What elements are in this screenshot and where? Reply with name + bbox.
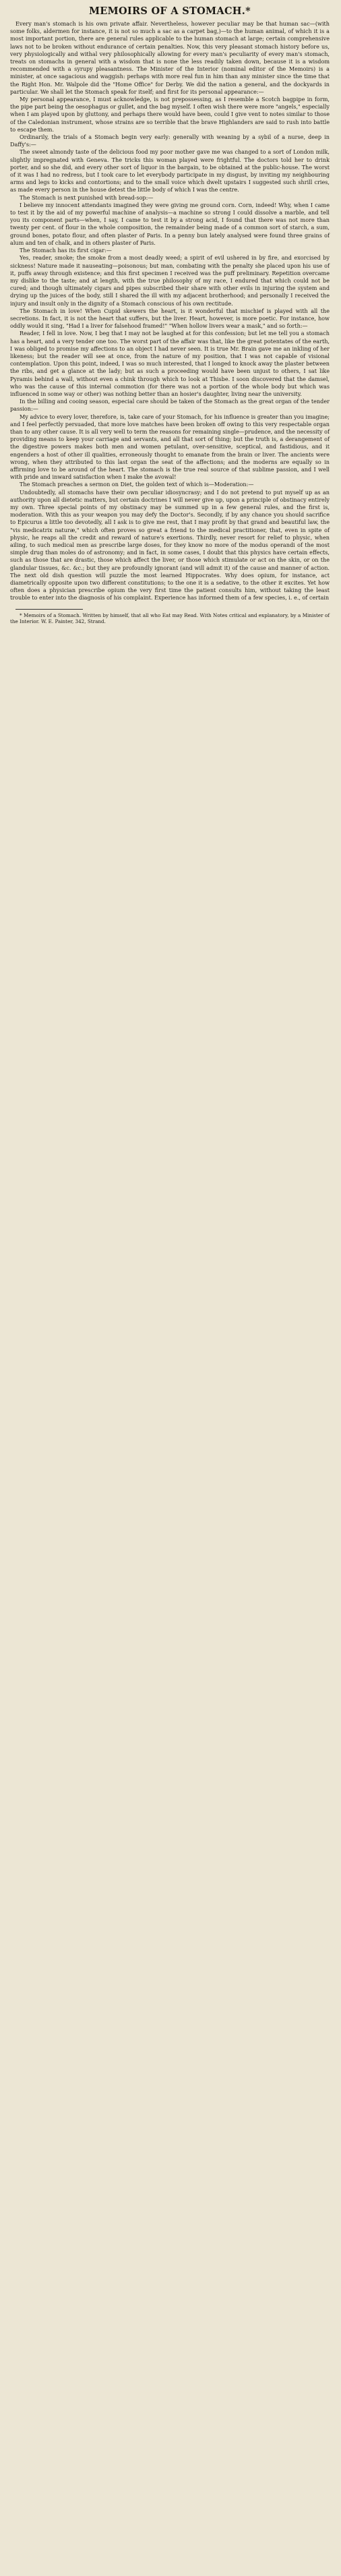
article-body — [10, 20, 330, 602]
article-paragraph: The Stomach is next punished with bread-sop:— — [20, 194, 154, 201]
footnote-rule — [16, 609, 83, 610]
article-paragraph: Reader, I fell in love. Now, I beg that I may not be laughed at for this confession; but let me tell you a stomach has a heart, and a very tender one too. The worst part of the affair was that, like the great potentates of the earth, I was obliged to promise my affections to an object I had never seen. It is true Mr. Brain gave me an inkling of her likeness; but the reader will see at once, from the nature of my position, that I was not capable of visional contemplation. Upon this point, indeed, I was so much interested, that I longed to knock away the plaster between the ribs, and get a glance at the lady; but as such a proceeding would have been unjust to others, I sat like Pyramis behind a wall, without even a chink through which to look at Thisbe. I soon discovered that the damsel, who was the cause of this internal commotion (for there was not a portion of the whole body but which was influenced in some way or other) was nothing better than an hosier's daughter, living near the university. — [10, 330, 330, 397]
article-title: MEMOIRS OF A STOMACH.* — [88, 5, 251, 17]
article-paragraph: Yes, reader, smoke; the smoke from a most deadly weed; a spirit of evil ushered in by fire, and exorcised by sickness! Nature made it nauseating—poisonous; but man, combating with the penalty she placed upon his use of it, puffs away through existence; and this first specimen I received was the puff preliminary. Repetition overcame my dislike to the taste; and at length, with the true philosophy of my race, I endured that which could not be cured; and though ultimately cigars and pipes subscribed their share with other evils in injuring the system and drying up the juices of the body, still I shared the ill with my adjacent brotherhood; and personally I received the injury and insult only in the dignity of a Stomach conscious of his own rectitude. — [10, 254, 330, 307]
article-paragraph: Ordinarily, the trials of a Stomach begin very early: generally with weaning by a sybil of a nurse, deep in Daffy's:— — [10, 134, 330, 148]
article-paragraph: The Stomach in love! When Cupid skewers the heart, is it wonderful that mischief is played with all the secretions. In fact, it is not the heart that suffers, but the liver. Heart, however, is more poetic. For instance, how oddly would it sing, "Had I a liver for falsehood framed!" "When hollow livers wear a mask," and so forth:— — [10, 307, 330, 330]
article-paragraph: The Stomach has its first cigar:— — [20, 247, 112, 254]
article-paragraph: My advice to every lover, therefore, is, take care of your Stomach, for his influence is greater than you imagine; and I feel perfectly persuaded, that more love matches have been broken off owing to this very respectable organ than to any other cause. It is all very well to term the reasons for remaining single—prudence, and the necessity of providing means to keep your carriage and servants, and all that sort of thing; but the truth is, a derangement of the digestive powers makes both men and women petulant, over-sensitive, sceptical, and fastidious, and it engenders a host of other ill qualities, erroneously thought to emanate from the brain or liver. The ancients were wrong, when they attributed to this last organ the seat of the affections; and the moderns are equally so in affirming love to be around of the heart. The stomach is the true real source of that sublime passion, and I well with pride and inward satisfaction when I make the avowal! — [10, 413, 330, 481]
article-paragraph: The Stomach preaches a sermon on Diet, the golden text of which is—Moderation:— — [20, 481, 254, 488]
article-paragraph: I believe my innocent attendants imagined they were giving me ground corn. Corn, indeed! Why, when I came to test it by the aid of my powerful machine of analysis—a machine so strong I could dissolve a marble, and tell you its component parts—when, I say, I came to test it by a strong acid, I found that there was not more than twenty per cent. of flour in the whole composition, the remainder being made of a common sort of starch, a sum, ground bones, potato flour, and often plaster of Paris. In a penny bun lately analysed were found three grains of alum and ten of chalk, and in others plaster of Paris. — [10, 201, 330, 246]
article-paragraph: My personal appearance, I must acknowledge, is not prepossessing, as I resemble a Scotch bagpipe in form, the pipe part being the oesophagus or gullet, and the bag myself. I often wish there were more "angels," especially when I am played upon by gluttony, and perhaps there would have been, could I give vent to notes similar to those of the Caledonian instrument, whose strains are so terrible that the brave Highlanders are said to rush into battle to escape them. — [10, 96, 330, 133]
article-paragraph: The sweet almondy taste of the delicious food my poor mother gave me was changed to a sort of London milk, slightly impregnated with Geneva. The tricks this woman played were frightful. The doctors told her to drink porter, and so she did, and every other sort of liquor in the bargain, to be obtained at the public-house. The worst of it was I had no redress, but I took care to let everybody participate in my disgust, by inviting my neighbouring arms and legs to kicks and contortions; and to the small voice which dwelt upstairs I suggested such shrill cries, as made every person in the house detest the little body of which I was the centre. — [10, 148, 330, 194]
article-paragraph: In the billing and cooing season, especial care should be taken of the Stomach as the great organ of the tender passion:— — [10, 398, 330, 413]
article-paragraph: Every man's stomach is his own private affair. Nevertheless, however peculiar may be that human sac—(with some folks, aldermen for instance, it is not so much a sac as a carpet bag,)—to the human animal, of which it is a most important portion, there are general rules applicable to the human stomach at large; certain comprehensive laws not to be broken without endurance of certain penalties. Now, this very pleasant stomach history before us, very physiologically and withal very philosophically allowing for every man's peculiarity of every man's stomach, treats on stomachs in general with a wisdom that is none the less readily taken down, because it is a wisdom recommended with a syrupy pleasantness. The Minister of the Interior (nominal editor of the Memoirs) is a minister, at once sagacious and waggish: perhaps with more real fun in him than any minister since the time that the Right Hon. Mr. Walpole did the "Home Office" for Derby. We did the nation a general, and the dockyards in particular. We shall let the Stomach speak for itself; and first for its personal appearance:— — [10, 20, 330, 95]
footnote: * Memoirs of a Stomach. Written by himself, that all who Eat may Read. With Notes critical and explanatory, by a Minister of the Interior. W. E. Painter, 342, Strand. — [10, 612, 330, 625]
article-paragraph: Undoubtedly, all stomachs have their own peculiar idiosyncrasy; and I do not pretend to put myself up as an authority upon all dietetic matters, but certain doctrines I will never give up, upon a principle of obstinacy entirely my own. Three special points of my obstinacy may be summed up in a few general rules, and the first is, moderation. With this as your weapon you may defy the Doctor's. Secondly, if by any chance you should sacrifice to Epicurus a little too devotedly, all I ask is to give me rest, that I may profit by that grand and beautiful law, the "vis medicatrix naturæ," which often proves so great a friend to the medical practitioner, that, even in spite of physic, he reaps all the credit and reward of nature's exertions. Thirdly, never resort for relief to physic, when ailing, to such medical men as prescribe large doses, for they know no more of the modus operandi of the most simple drug than moles do of astronomy; and in fact, in some cases, I doubt that this physics have certain effects, such as those that are drastic, those which affect the liver, or those which stimulate or act on the skin, or on the glandular tissues, &c. &c.; but they are profoundly ignorant (and will admit it) of the cause and manner of action. The next old dish question will puzzle the most learned Hippocrates. Why does opium, for instance, act diametrically opposite upon two different constitutions; to the one it is a sedative, to the other it excites. Yet how often does a physician prescribe opium the very first time the patient consults him, without taking the least trouble to enter into the diagnosis of his complaint. Experience has informed them of a few species, i. e., of certain — [10, 488, 330, 602]
